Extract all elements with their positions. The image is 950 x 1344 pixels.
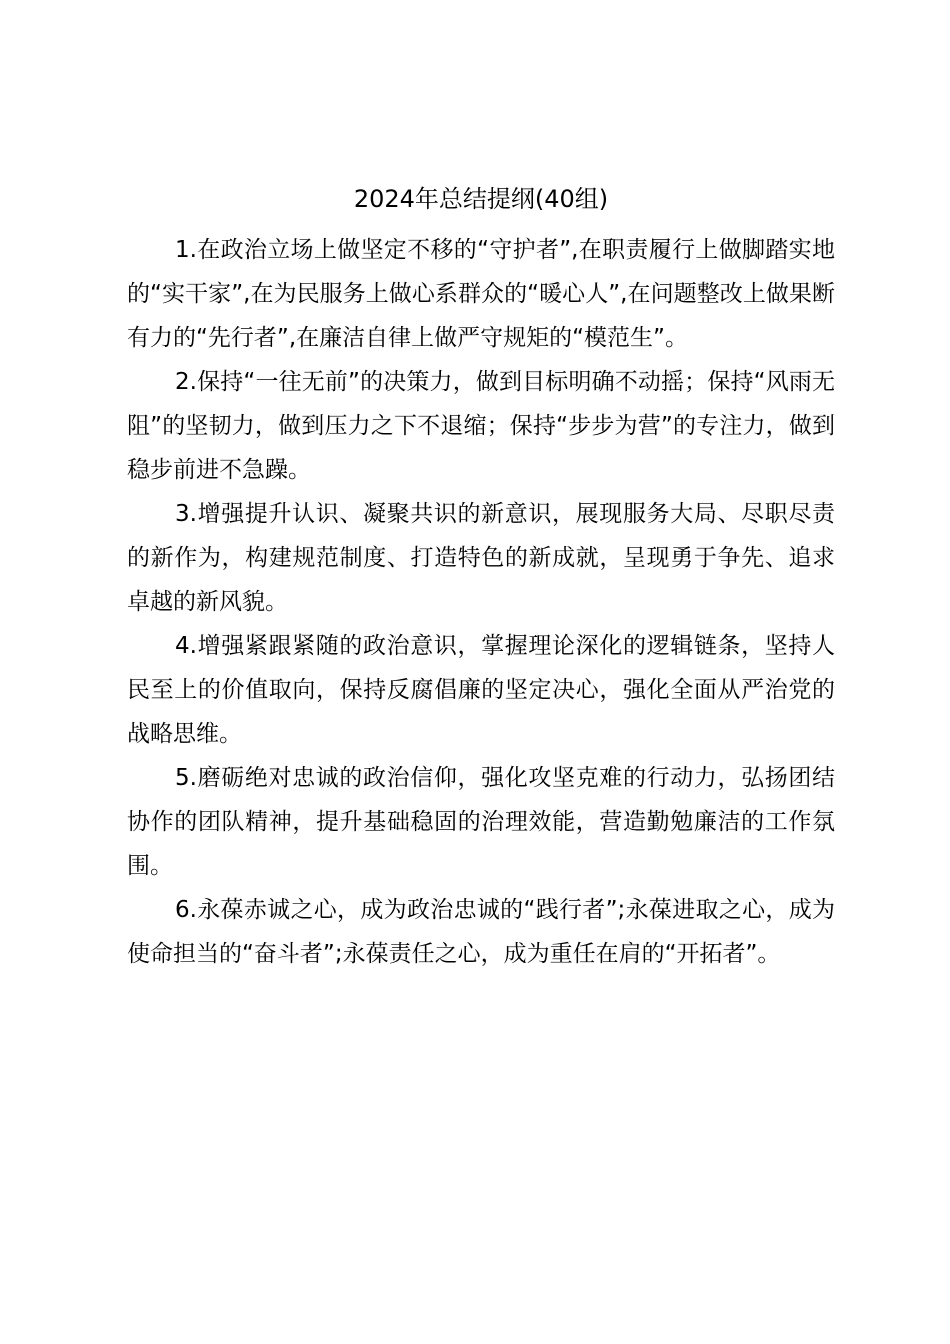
paragraph-1: 1.在政治立场上做坚定不移的“守护者”,在职责履行上做脚踏实地的“实干家”,在为民服务上做心系群众的“暖心人”,在问题整改上做果断有力的“先行者”,在廉洁自律上做严守规矩的“模范生”。 (127, 237, 835, 351)
paragraph-3: 3.增强提升认识、凝聚共识的新意识，展现服务大局、尽职尽责的新作为，构建规范制度、打造特色的新成就，呈现勇于争先、追求卓越的新风貌。 (127, 501, 835, 615)
document-title: 2024年总结提纲(40组) (353, 185, 609, 213)
paragraph-6: 6.永葆赤诚之心，成为政治忠诚的“践行者”;永葆进取之心，成为使命担当的“奋斗者”;永葆责任之心，成为重任在肩的“开拓者”。 (127, 897, 835, 967)
paragraph-5: 5.磨砺绝对忠诚的政治信仰，强化攻坚克难的行动力，弘扬团结协作的团队精神，提升基础稳固的治理效能，营造勤勉廉洁的工作氛围。 (127, 765, 835, 879)
paragraph-2: 2.保持“一往无前”的决策力，做到目标明确不动摇；保持“风雨无阻”的坚韧力，做到压力之下不退缩；保持“步步为营”的专注力，做到稳步前进不急躁。 (127, 369, 835, 483)
document-body (127, 176, 835, 976)
paragraph-4: 4.增强紧跟紧随的政治意识，掌握理论深化的逻辑链条，坚持人民至上的价值取向，保持反腐倡廉的坚定决心，强化全面从严治党的战略思维。 (127, 633, 835, 747)
